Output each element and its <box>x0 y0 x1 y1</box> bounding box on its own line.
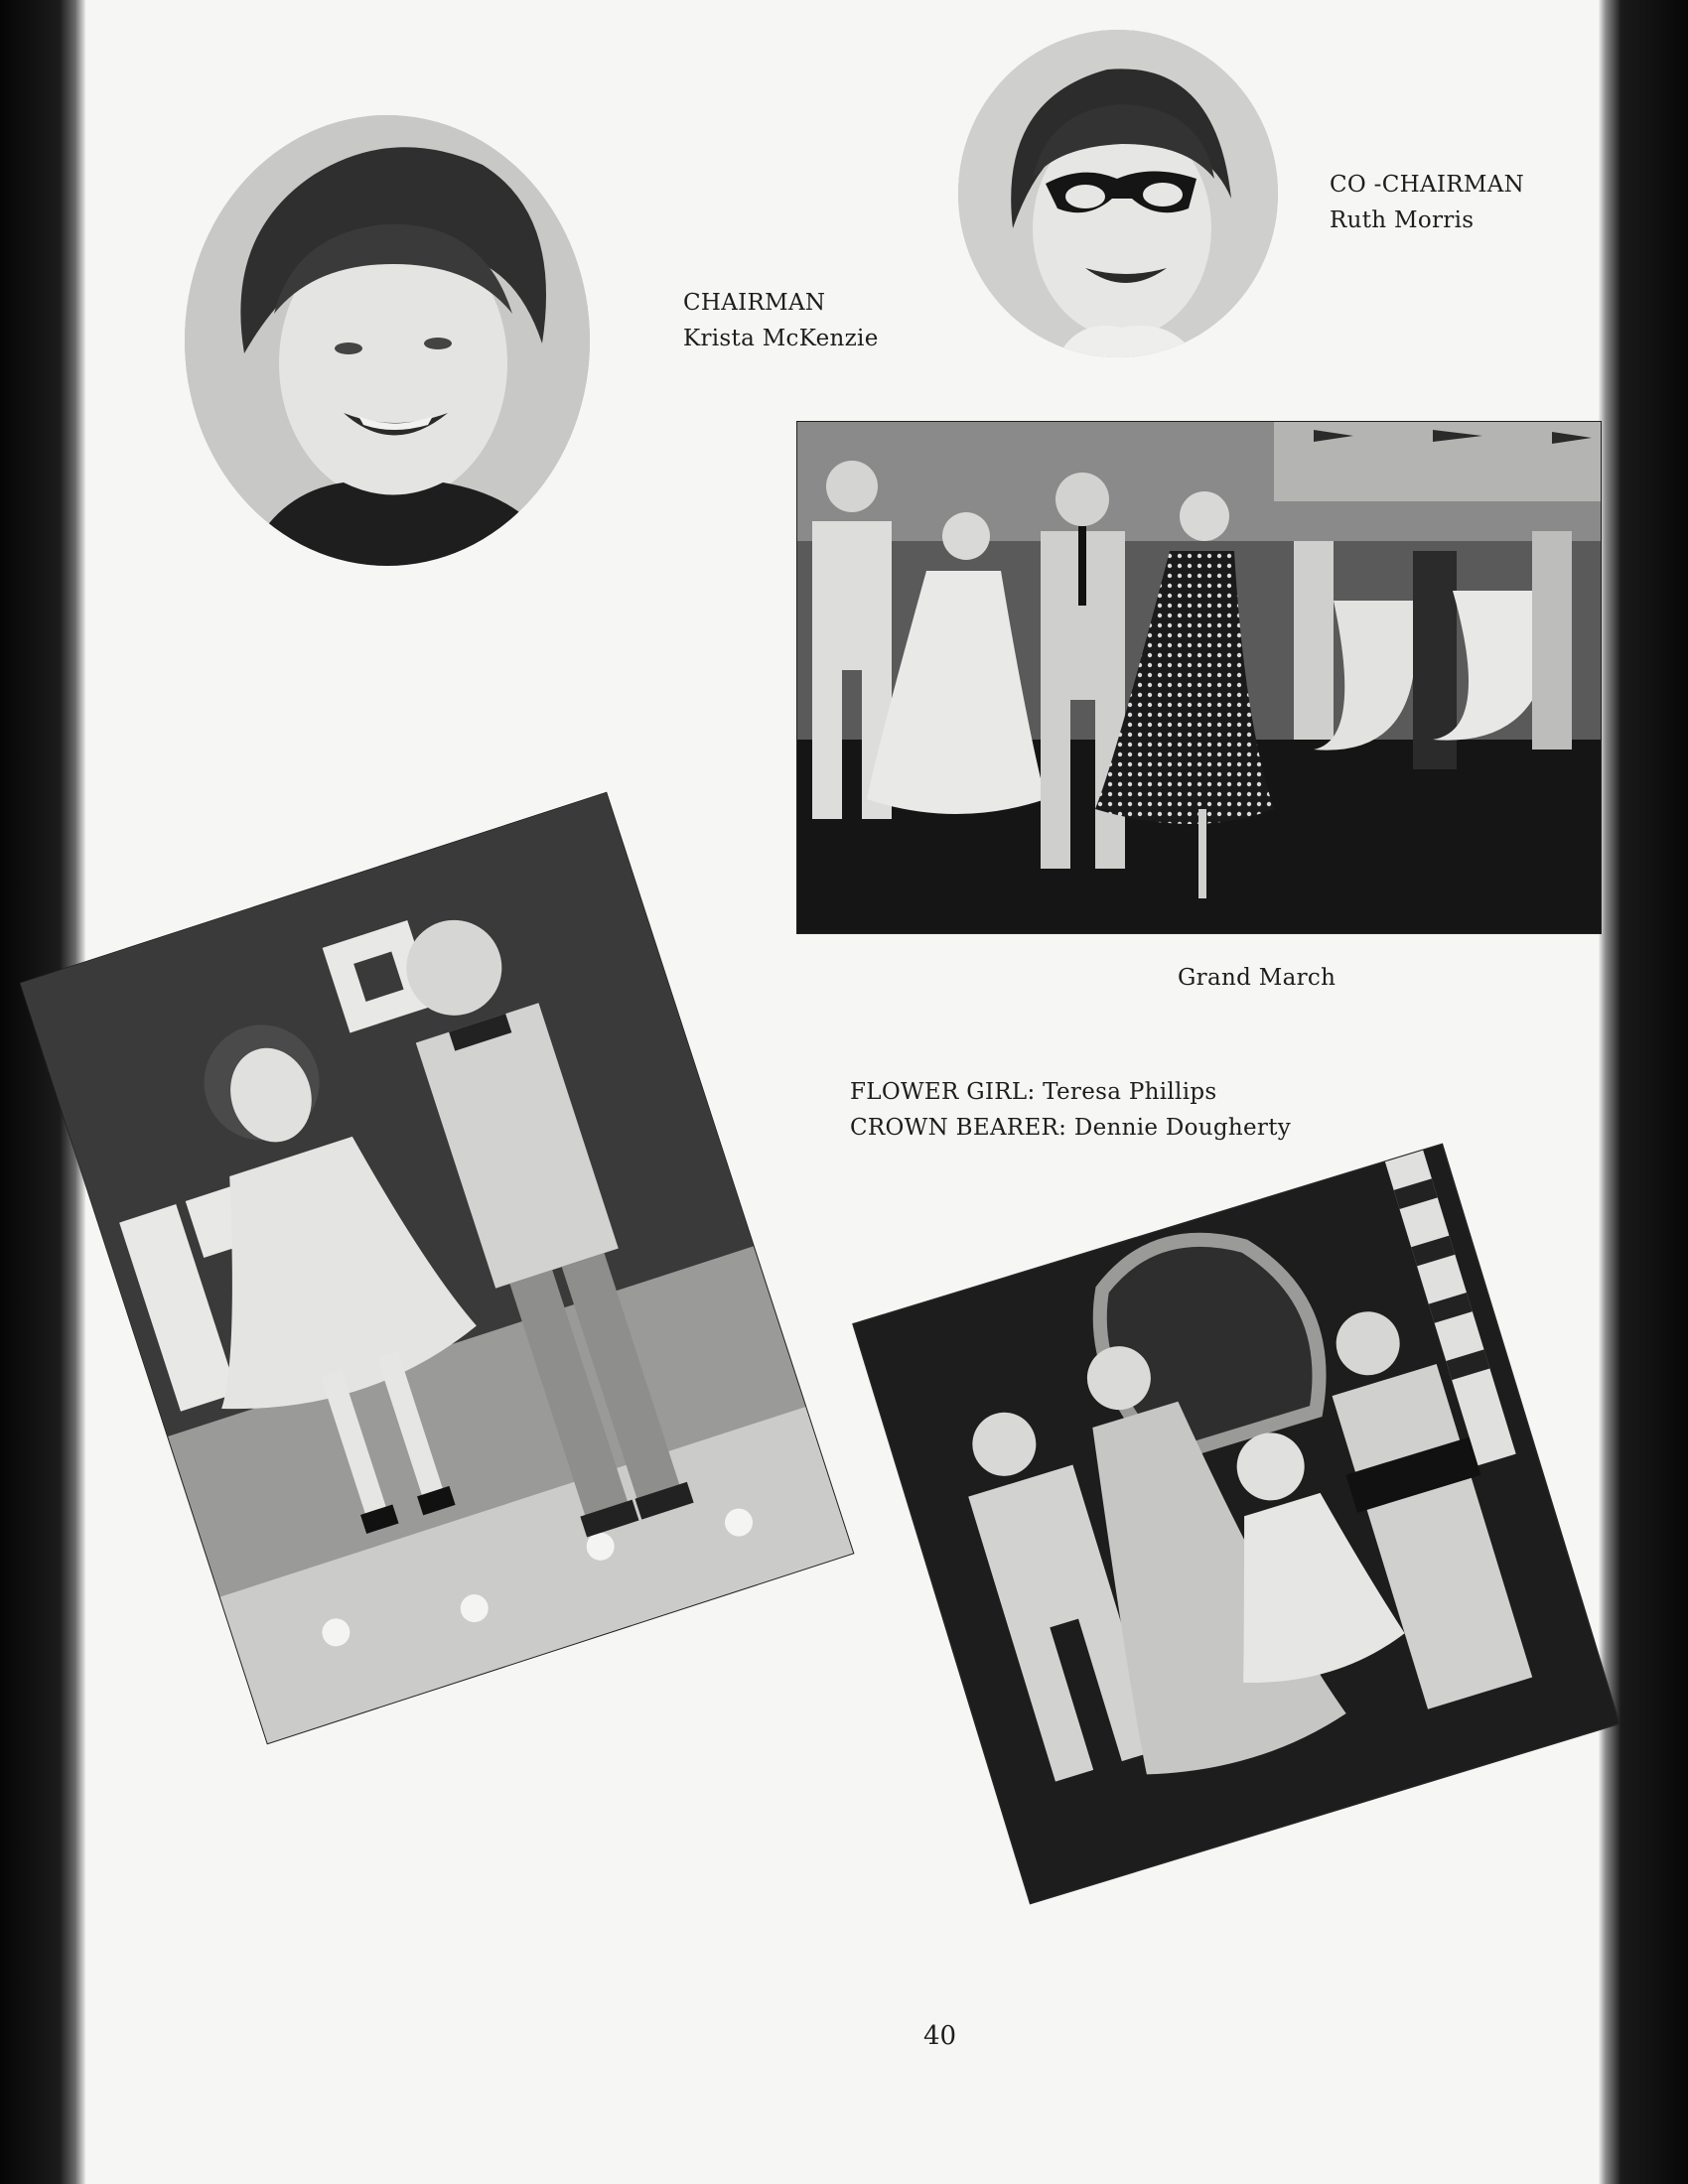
grand-march-caption: Grand March <box>1178 965 1336 991</box>
chairman-portrait <box>185 115 590 566</box>
queen-procession-photo <box>853 1145 1618 1904</box>
co-chairman-title: CO -CHAIRMAN <box>1330 172 1525 198</box>
scan-right-edge <box>1599 0 1688 2184</box>
chairman-caption <box>683 285 879 356</box>
flower-girl-crown-bearer-photo <box>21 793 853 1743</box>
attendants-caption <box>850 1074 1291 1146</box>
flower-girl-line: FLOWER GIRL: Teresa Phillips <box>850 1079 1217 1105</box>
grand-march-photo <box>797 422 1601 933</box>
chairman-title: CHAIRMAN <box>683 290 826 316</box>
chairman-name: Krista McKenzie <box>683 326 879 351</box>
co-chairman-portrait <box>958 30 1278 357</box>
page-number: 40 <box>923 2021 957 2051</box>
co-chairman-name: Ruth Morris <box>1330 207 1475 233</box>
co-chairman-caption <box>1330 167 1524 238</box>
crown-bearer-line: CROWN BEARER: Dennie Dougherty <box>850 1115 1292 1141</box>
